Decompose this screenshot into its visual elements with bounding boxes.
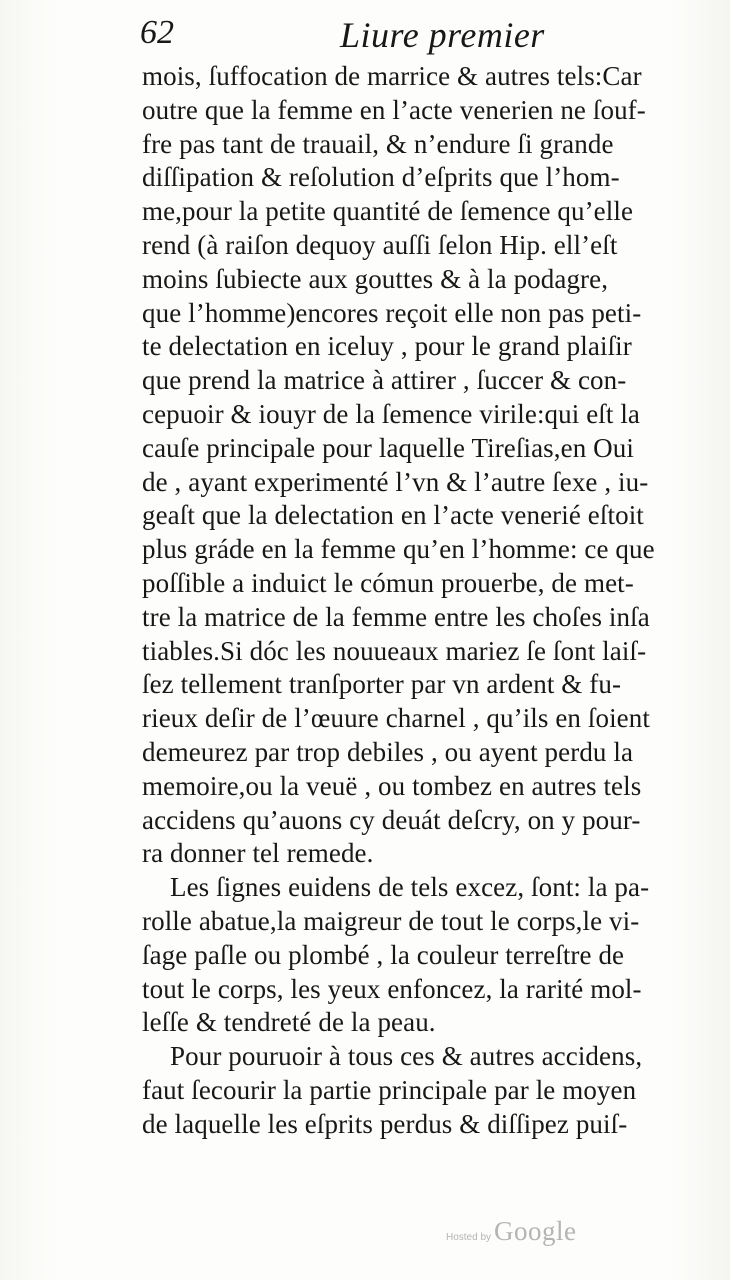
running-title: Liure premier bbox=[340, 15, 545, 55]
text-line: leſſe & tendreté de la peau. bbox=[142, 1007, 436, 1038]
text-line: fre pas tant de trauail, & n’endure ſi grande bbox=[142, 128, 614, 159]
text-line: que l’homme)encores reçoit elle non pas peti- bbox=[142, 297, 642, 328]
text-line: geaſt que la delectation en l’acte venerié eſtoit bbox=[142, 500, 644, 531]
text-line: me,pour la petite quantité de ſemence qu’elle bbox=[142, 196, 634, 227]
google-logo-text: Google bbox=[494, 1216, 577, 1246]
text-line: rend (à raiſon dequoy auſſi ſelon Hip. ell’eſt bbox=[142, 229, 618, 260]
paragraph-start-line: Les ſignes euidens de tels excez, ſont: la pa- bbox=[170, 872, 650, 903]
text-line: cepuoir & iouyr de la ſemence virile:qui eſt la bbox=[142, 398, 641, 429]
text-line: faut ſecourir la partie principale par le moyen bbox=[142, 1074, 637, 1105]
text-line: ra donner tel remede. bbox=[142, 838, 374, 869]
body-text bbox=[142, 60, 702, 1142]
text-line: plus gráde en la femme qu’en l’homme: ce que bbox=[142, 534, 655, 565]
text-line: diſſipation & reſolution d’eſprits que l’hom- bbox=[142, 162, 620, 193]
google-watermark bbox=[446, 1216, 577, 1256]
text-line: cauſe principale pour laquelle Tireſias,en Oui bbox=[142, 432, 634, 463]
text-line: ſage paſle ou plombé , la couleur terreſtre de bbox=[142, 939, 625, 970]
text-line: de , ayant experimenté l’vn & l’autre ſexe , iu- bbox=[142, 466, 649, 497]
text-line: te delectation en iceluy , pour le grand plaiſir bbox=[142, 331, 632, 362]
text-line: moins ſubiecte aux gouttes & à la podagre, bbox=[142, 263, 609, 294]
text-line: mois, ſuffocation de marrice & autres tels:Car bbox=[142, 61, 642, 91]
text-line: tout le corps, les yeux enfoncez, la rarité mol- bbox=[142, 973, 642, 1004]
text-line: ſez tellement tranſporter par vn ardent & fu- bbox=[142, 669, 622, 700]
text-line: rolle abatue,la maigreur de tout le corps,le vi- bbox=[142, 905, 640, 936]
paragraph-start-line: Pour pouruoir à tous ces & autres accidens, bbox=[170, 1041, 643, 1072]
text-line: que prend la matrice à attirer , ſuccer & con- bbox=[142, 365, 627, 396]
text-line: accidens qu’auons cy deuát deſcry, on y pour- bbox=[142, 804, 641, 835]
text-line: tiables.Si dóc les nouueaux mariez ſe ſont laiſ- bbox=[142, 635, 647, 666]
text-line: memoire,ou la veuë , ou tombez en autres tels bbox=[142, 770, 642, 801]
page-number: 62 bbox=[140, 14, 174, 51]
text-line: demeurez par trop debiles , ou ayent perdu la bbox=[142, 736, 634, 767]
page-header bbox=[140, 8, 700, 58]
text-line: outre que la femme en l’acte venerien ne ſouf- bbox=[142, 94, 646, 125]
hosted-by-label: Hosted by bbox=[446, 1232, 492, 1243]
text-line: rieux deſir de l’œuure charnel , qu’ils en ſoient bbox=[142, 703, 650, 734]
text-line: de laquelle les eſprits perdus & diſſipez puiſ- bbox=[142, 1108, 628, 1139]
text-line: tre la matrice de la femme entre les choſes inſa bbox=[142, 601, 650, 632]
text-line: poſſible a induict le cómun prouerbe, de met- bbox=[142, 567, 634, 598]
